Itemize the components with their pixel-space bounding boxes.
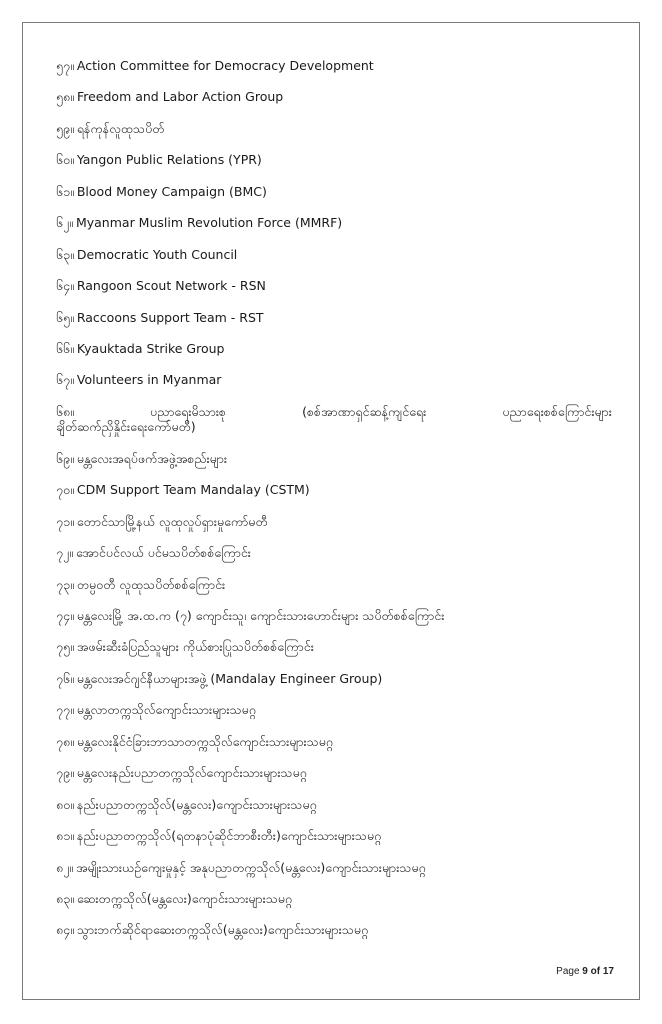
list-item-text: ရန်ကုန်လူထုသပိတ် — [76, 120, 165, 136]
list-item-text: အမျိုးသားယဉ်ကျေးမှုနှင့် အနုပညာတက္ကသိုလ်(မန္တလေး)ကျောင်းသားများသမဂ္ဂ — [76, 859, 426, 875]
list-item — [56, 404, 616, 451]
list-item-number: ၆၆။ — [56, 340, 74, 356]
list-item-text: တောင်သာမြို့နယ် လူထုလှုပ်ရှားမှုကော်မတီ — [76, 513, 268, 529]
list-item — [56, 372, 616, 403]
page-current: 9 — [582, 966, 588, 977]
list-item-text: မန္တလေးနည်းပညာတက္ကသိုလ်ကျောင်းသားများသမဂ္ဂ — [76, 765, 307, 781]
list-item — [56, 184, 616, 215]
list-item-number: ၆၀။ — [56, 152, 74, 168]
list-item-number: ၇၄။ — [56, 608, 74, 623]
list-item — [56, 278, 616, 309]
list-item — [56, 671, 616, 702]
list-item-text: သွားဘက်ဆိုင်ရာဆေးတက္ကသိုလ်(မန္တလေး)ကျောင်းသားများသမဂ္ဂ — [76, 922, 369, 938]
list-item — [56, 545, 616, 576]
list-item — [56, 514, 616, 545]
page-number — [556, 966, 614, 977]
list-item-text: Blood Money Campaign (BMC) — [76, 183, 267, 199]
list-item-number: ၆၂။ — [56, 215, 73, 231]
list-item-text: Yangon Public Relations (YPR) — [76, 152, 262, 168]
page-label: Page — [556, 966, 580, 977]
list-item-number: ၅၈။ — [56, 89, 74, 105]
list-item-number: ၈၃။ — [56, 890, 74, 906]
list-item — [56, 341, 616, 372]
list-item-number: ၈၀။ — [56, 796, 74, 812]
list-item-number: ၇၀။ — [56, 482, 74, 498]
list-item-number: ၇၁။ — [56, 513, 74, 529]
list-item-text: မန္တလေးမြို့ အ.ထ.က (၇) ကျောင်းသူ၊ ကျောင်းသားဟောင်းများ သပိတ်စစ်ကြောင်း — [76, 608, 445, 623]
list-item-number: ၈၁။ — [56, 828, 74, 844]
list-item-text: မန္တလေးအရပ်ဖက်အဖွဲ့အစည်းများ — [76, 450, 228, 466]
list-item — [56, 451, 616, 482]
list-item — [56, 247, 616, 278]
list-item-text: Myanmar Muslim Revolution Force (MMRF) — [75, 215, 343, 231]
list-item — [56, 765, 616, 796]
list-item-number: ၇၂။ — [56, 545, 73, 561]
list-item-text: Rangoon Scout Network - RSN — [76, 278, 266, 294]
list-item-text: CDM Support Team Mandalay (CSTM) — [76, 482, 310, 498]
list-item-text: မန္တလေးအင်ဂျင်နီယာများအဖွဲ့ (Mandalay Engineer Group) — [76, 670, 383, 686]
list-item-text: Freedom and Labor Action Group — [76, 89, 284, 105]
list-item-number: ၇၇။ — [56, 702, 74, 718]
list-item-text: Volunteers in Myanmar — [76, 372, 222, 388]
list-item-number: ၆၁။ — [56, 183, 74, 199]
list-item — [56, 922, 616, 953]
list-item-number: ၇၆။ — [56, 670, 74, 686]
list-item-number: ၅၇။ — [56, 58, 74, 73]
list-item-text: ဆေးတက္ကသိုလ်(မန္တလေး)ကျောင်းသားများသမဂ္ဂ — [76, 890, 293, 906]
list-item — [56, 577, 616, 608]
list-item-number: ၆၃။ — [56, 246, 74, 262]
list-item — [56, 639, 616, 670]
list-item — [56, 734, 616, 765]
list-item-text: အဖမ်းဆီးခံပြည်သူများ ကိုယ်စားပြုသပိတ်စစ်ကြောင်း — [76, 639, 314, 655]
list-item-number: ၆၄။ — [56, 278, 74, 294]
list-item-text: Democratic Youth Council — [76, 246, 238, 262]
list-item-text: မန္တလာတက္ကသိုလ်ကျောင်းသားများသမဂ္ဂ — [76, 702, 256, 718]
list-item — [56, 482, 616, 513]
list-item-text-part: ပညာရေးမိသားစု — [150, 403, 227, 419]
list-item — [56, 89, 616, 120]
list-item — [56, 702, 616, 733]
list-item — [56, 608, 616, 639]
list-item — [56, 152, 616, 183]
list-item-text: မန္တလေးနိုင်ငံခြားဘာသာတက္ကသိုလ်ကျောင်းသားများသမဂ္ဂ — [76, 733, 334, 749]
list-item — [56, 58, 616, 89]
list-item-number: ၅၉။ — [56, 120, 74, 136]
list-item — [56, 310, 616, 341]
list-item-number: ၇၅။ — [56, 639, 74, 655]
list-item — [56, 891, 616, 922]
list-item-text-part: (စစ်အာဏာရှင်ဆန့်ကျင်ရေး — [302, 403, 427, 419]
list-item-number: ၆၈။ — [56, 403, 74, 419]
list-item-text: အောင်ပင်လယ် ပင်မသပိတ်စစ်ကြောင်း — [75, 545, 251, 561]
list-item — [56, 797, 616, 828]
list-item-number: ၆၅။ — [56, 309, 74, 325]
list-item — [56, 828, 616, 859]
list-item-number: ၇၃။ — [56, 576, 74, 592]
list-item-text: Raccoons Support Team - RST — [76, 309, 264, 325]
list-item-number: ၇၉။ — [56, 765, 74, 781]
list-item-text-continued: ချိတ်ဆက်ညှိနှိုင်းရေးကော်မတီ) — [56, 418, 196, 434]
list-item — [56, 860, 616, 891]
list-item-text: နည်းပညာတက္ကသိုလ်(မန္တလေး)ကျောင်းသားများသမဂ္ဂ — [76, 796, 317, 812]
list-item-text: Kyauktada Strike Group — [76, 340, 225, 356]
list-item-text: နည်းပညာတက္ကသိုလ်(ရတနာပုံဆိုင်ဘာစီးတီး)ကျောင်းသားများသမဂ္ဂ — [76, 828, 382, 844]
list-item — [56, 121, 616, 152]
list-item-number: ၈၂။ — [56, 859, 74, 875]
list-item-number: ၇၈။ — [56, 733, 74, 749]
list-item-number: ၆၉။ — [56, 450, 74, 466]
page-of: of — [590, 966, 601, 977]
list-item-number: ၆၇။ — [56, 372, 74, 388]
organization-list — [56, 58, 616, 954]
list-item-number: ၈၄။ — [56, 922, 74, 938]
list-item-text: တမ္ပဝတီ လူထုသပိတ်စစ်ကြောင်း — [76, 576, 226, 592]
list-item-text: Action Committee for Democracy Development — [76, 58, 374, 73]
page-total: 17 — [602, 966, 614, 977]
list-item — [56, 215, 616, 246]
list-item-text-part: ပညာရေးစစ်ကြောင်းများ — [502, 403, 612, 419]
